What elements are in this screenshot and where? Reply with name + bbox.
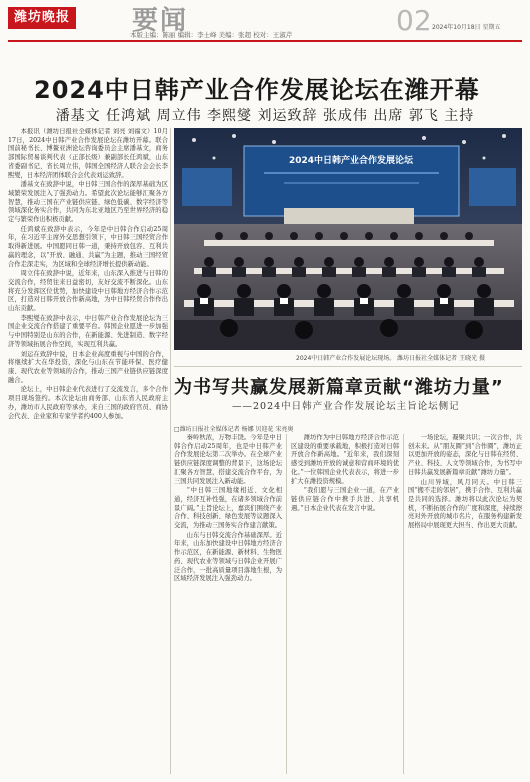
section-divider (174, 366, 522, 367)
feature-paragraph: “我们愿与三国企业一道，在产业链供应链合作中携手共进、共享机遇。”日本企业代表在发言中说。 (291, 487, 399, 512)
page-number: 02 (396, 4, 432, 37)
feature-paragraph: 潍坊作为中日韩地方经济合作示范区建设的重要承载地，积极打造对日韩开放合作新高地。“近年来，我们深刻感受到潍坊开放的诚意和营商环境的优化。”一位韩国企业代表表示，将进一步扩大在潍投资规模。 (291, 434, 399, 485)
feature-paragraph: 一场论坛，凝聚共识；一次合作，共创未来。从“朋友圈”到“合作圈”，潍坊正以更加开放的姿态，深化与日韩在经贸、产业、科技、人文等领域合作，为书写中日韩共赢发展新篇章贡献“潍坊力量”。 (408, 434, 522, 476)
masthead-rule (8, 40, 522, 42)
newspaper-logo: 潍坊晚报 (8, 7, 76, 29)
feature-column-3 (408, 434, 522, 774)
editor-credits: 本版主编：陈丽 编辑：李士峰 美编：张超 校对：王淑芹 (130, 31, 293, 39)
feature-byline: □潍坊日报社全媒体记者 杨娜 贝迎花 宋亮奥 (174, 426, 294, 433)
feature-paragraph: 山东与日韩交流合作基础深厚。近年来，山东加快建设中日韩地方经济合作示范区，在新能源、新材料、生物医药、现代农业等领域与日韩企业开展广泛合作，一批高质量项目落地生根，为区域经济发展注入强劲动力。 (174, 531, 282, 583)
column-divider (286, 434, 287, 774)
lead-paragraph: 本报讯（潍坊日报社全媒体记者 刘亮 刘福文）10月17日，2024中日韩产业合作发展论坛在潍坊开幕。联合国前秘书长、博鳌亚洲论坛咨询委员会主席潘基文，商务部国际贸易谈判代表（正部长级）兼副部长任鸿斌，山东省委副书记、省长周立伟，韩国全国经济人联合会会长李熙燮，日本经济团体联合会代表刘运致辞。 (8, 128, 168, 179)
feature-paragraph: 山川异域，风月同天。中日韩三国“搬不走的邻居”，携手合作、互利共赢是共同的选择。潍坊将以此次论坛为契机，不断拓展合作的广度和深度，持续擦亮对外开放的城市名片，在服务构建新发展格局中展现更大担当、作出更大贡献。 (408, 478, 522, 530)
feature-paragraph: “中日韩三国地缘相近、文化相通，经济互补性强，在诸多领域合作前景广阔。”主旨论坛上，嘉宾们围绕产业合作、科技创新、绿色发展等议题深入交流，为推动三国务实合作建言献策。 (174, 487, 282, 530)
feature-paragraph: 秦岭秋浓，万物丰饶。今年是中日韩合作启动25周年，也是中日韩产业合作发展论坛第二次举办。在全球产业链供应链深度调整的背景下，这场论坛汇聚各方智慧，搭建交流合作平台，为三国共同发展注入新动能。 (174, 434, 282, 485)
photo-caption: 2024中日韩产业合作发展论坛现场。 潍坊日报社全媒体记者 王晓光 摄 (296, 355, 485, 362)
lead-headline: 2024中日韩产业合作发展论坛在潍开幕 (34, 76, 480, 104)
lead-paragraph: 周立伟在致辞中说，近年来，山东深入推进与日韩的交流合作，经贸往来日益密切，友好交流不断深化。山东将充分发挥区位优势，加快建设中日韩地方经济合作示范区，打造对日韩开放合作新高地，为中日韩经贸合作作出山东贡献。 (8, 270, 168, 313)
lead-paragraph: 潘基文在致辞中说，中日韩三国合作的深厚基础为区域繁荣发展注入了强劲动力。希望此次论坛能够汇聚各方智慧，推动三国在产业链供应链、绿色低碳、数字经济等领域深化务实合作，共同为东北亚地区乃至世界经济的稳定与繁荣作出积极贡献。 (8, 181, 168, 224)
lead-paragraph: 李熙燮在致辞中表示，中日韩产业合作发展论坛为三国企业交流合作搭建了重要平台。韩国企业愿进一步加强与中国特别是山东的合作，在新能源、先进制造、数字经济等领域拓展合作空间，实现互利共赢。 (8, 314, 168, 348)
column-divider (403, 434, 404, 774)
column-divider (170, 128, 171, 774)
lead-subheadline: 潘基文 任鸿斌 周立伟 李熙燮 刘运致辞 张成伟 出席 郭飞 主持 (55, 108, 475, 124)
masthead (0, 0, 530, 40)
feature-subheadline: ——2024中日韩产业合作发展论坛主旨论坛侧记 (232, 401, 460, 412)
feature-headline: 为书写共赢发展新篇章贡献“潍坊力量” (174, 377, 504, 398)
lead-paragraph: 任鸿斌在致辞中表示，今年是中日韩合作启动25周年，在习近平主席外交思想引领下，中日韩三国经贸合作取得新进展。中国愿同日韩一道，秉持开放包容、互利共赢的理念，以“开放、融通、共赢”为主题，推动三国经贸合作走深走实，为区域和全球经济增长提供新动能。 (8, 225, 168, 268)
section-title: 要闻 (132, 6, 189, 36)
stage-banner: 2024中日韩产业合作发展论坛 (288, 156, 414, 166)
forum-photo (174, 128, 522, 350)
lead-paragraph: 论坛上，中日韩企业代表进行了交流发言，多个合作项目现场签约。本次论坛由商务部、山东省人民政府主办，潍坊市人民政府等承办，来自三国的政府官员、商协会代表、企业家和专家学者约400人参加。 (8, 386, 168, 420)
feature-column-2 (291, 434, 399, 774)
lead-paragraph: 刘运在致辞中说，日本企业高度重视与中国的合作，将继续扩大在华投资，深化与山东在节能环保、医疗健康、现代农业等领域的合作，推动三国产业链供应链深度融合。 (8, 350, 168, 384)
feature-column-1 (174, 434, 282, 774)
lead-article-body (8, 128, 168, 774)
issue-date: 2024年10月18日 星期五 (432, 24, 501, 31)
